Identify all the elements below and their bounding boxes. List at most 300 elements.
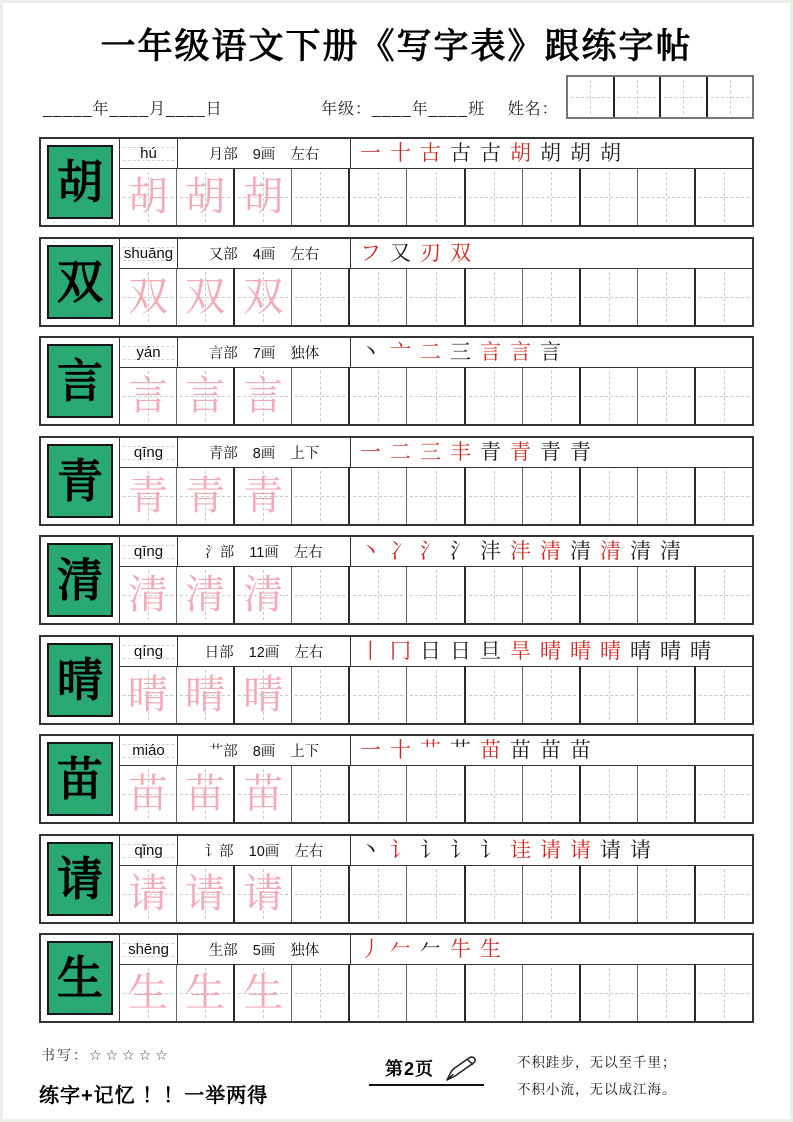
- footer: [39, 1045, 754, 1119]
- practice-cell: [638, 567, 696, 623]
- pinyin-cell: qīng: [120, 438, 178, 467]
- character-row: [39, 237, 754, 327]
- stroke-step: 请: [570, 838, 591, 862]
- stroke-step: 讠: [390, 838, 411, 862]
- stroke-step: 一: [360, 142, 381, 165]
- practice-cell: [292, 766, 350, 822]
- practice-cell: [638, 667, 696, 723]
- stroke-step: 请: [630, 838, 651, 862]
- stroke-step: 二: [420, 341, 441, 364]
- radical-info-cell: [178, 935, 351, 964]
- practice-trace-character: 青: [128, 473, 169, 518]
- character-row: [39, 734, 754, 824]
- practice-trace-character: 苗: [243, 772, 284, 816]
- practice-cell: [638, 866, 696, 922]
- stroke-step: 牛: [450, 938, 471, 961]
- practice-cell: [696, 169, 752, 225]
- practice-cell: [292, 965, 350, 1021]
- practice-grid: [120, 866, 752, 922]
- practice-cell: [638, 269, 696, 325]
- stroke-step: 沣: [480, 540, 501, 563]
- practice-cell: [177, 766, 235, 822]
- pinyin-cell: miáo: [120, 736, 178, 765]
- stroke-step: 旱: [510, 639, 531, 663]
- practice-cell: [466, 468, 523, 524]
- stroke-step: 言: [510, 341, 531, 364]
- stroke-step: 清: [660, 540, 681, 563]
- stroke-step: 丿: [360, 938, 381, 961]
- stroke-order-sequence: [351, 139, 752, 168]
- practice-cell: [696, 567, 752, 623]
- page-number-block: [369, 1053, 484, 1086]
- practice-cell: [696, 766, 752, 822]
- stroke-step: 青: [540, 440, 561, 464]
- practice-cell: [581, 368, 638, 424]
- pinyin-cell: shuāng: [120, 239, 178, 268]
- motto-quote: [517, 1049, 677, 1103]
- stroke-step: 丶: [360, 838, 381, 862]
- stroke-order-sequence: [351, 935, 752, 964]
- structure: 上下: [290, 445, 320, 462]
- stroke-step: 胡: [570, 142, 591, 165]
- practice-trace-character: 晴: [185, 672, 226, 717]
- name-writing-grid: [566, 75, 754, 119]
- practice-cell: [466, 667, 523, 723]
- practice-cell: [523, 269, 581, 325]
- stroke-step: 一: [360, 739, 381, 762]
- practice-grid: [120, 368, 752, 424]
- practice-cell: [177, 468, 235, 524]
- radical-info-cell: [178, 338, 351, 367]
- structure: 左右: [290, 246, 320, 263]
- stroke-step: 清: [600, 540, 621, 563]
- practice-cell: [696, 269, 752, 325]
- practice-trace-character: 请: [243, 871, 284, 916]
- practice-trace-character: 生: [243, 971, 284, 1015]
- practice-cell: [177, 567, 235, 623]
- practice-cell: [696, 965, 752, 1021]
- stroke-step: 晴: [570, 639, 591, 663]
- practice-cell: [523, 766, 581, 822]
- name-grid-cell: [568, 77, 615, 117]
- rating-label: 书写：: [41, 1047, 89, 1063]
- stroke-step: 清: [540, 540, 561, 563]
- pinyin-cell: yán: [120, 338, 178, 367]
- stroke-count: 8画: [252, 445, 276, 462]
- stroke-step: 讠: [450, 838, 471, 862]
- practice-cell: [523, 368, 581, 424]
- stroke-step: 诖: [510, 838, 531, 862]
- practice-cell: [235, 866, 292, 922]
- practice-trace-character: 言: [243, 374, 284, 418]
- practice-cell: [120, 169, 177, 225]
- character-box: 青: [47, 444, 113, 518]
- stroke-step: 古: [420, 142, 441, 165]
- practice-trace-character: 清: [243, 573, 284, 617]
- stroke-step: 古: [450, 142, 471, 165]
- practice-cell: [581, 766, 638, 822]
- practice-cell: [292, 468, 350, 524]
- practice-trace-character: 晴: [243, 672, 284, 717]
- practice-cell: [292, 866, 350, 922]
- stroke-step: 又: [390, 241, 411, 265]
- stroke-step: 日: [420, 639, 441, 663]
- practice-cell: [235, 965, 292, 1021]
- practice-cell: [292, 169, 350, 225]
- pinyin-cell: shēng: [120, 935, 178, 964]
- practice-cell: [523, 567, 581, 623]
- star-rating-icons: ☆☆☆☆☆: [89, 1048, 172, 1064]
- stroke-step: 三: [420, 440, 441, 464]
- practice-cell: [638, 965, 696, 1021]
- practice-trace-character: 请: [185, 871, 226, 916]
- quote-line-1: 不积跬步，无以至千里；: [517, 1055, 677, 1070]
- stroke-step: 讠: [480, 838, 501, 862]
- character-row: [39, 137, 754, 227]
- practice-cell: [350, 866, 407, 922]
- pinyin-cell: qīng: [120, 537, 178, 566]
- stroke-step: 晴: [690, 639, 711, 663]
- radical-info-cell: [178, 637, 351, 666]
- practice-trace-character: 清: [185, 573, 226, 617]
- stroke-step: 请: [540, 838, 561, 862]
- stroke-step: 旦: [480, 639, 501, 663]
- practice-cell: [235, 368, 292, 424]
- practice-cell: [235, 468, 292, 524]
- practice-cell: [120, 269, 177, 325]
- practice-cell: [638, 766, 696, 822]
- stroke-step: 清: [570, 540, 591, 563]
- practice-cell: [407, 766, 465, 822]
- stroke-step: 言: [540, 341, 561, 364]
- stroke-step: 讠: [420, 838, 441, 862]
- practice-cell: [292, 269, 350, 325]
- practice-cell: [581, 965, 638, 1021]
- pinyin-cell: qíng: [120, 637, 178, 666]
- practice-trace-character: 清: [128, 573, 169, 617]
- stroke-step: 请: [600, 838, 621, 862]
- stroke-step: 氵: [420, 540, 441, 563]
- stroke-step: 苗: [540, 739, 561, 762]
- stroke-order-sequence: [351, 438, 752, 467]
- radical: 讠部: [204, 843, 234, 860]
- character-box: 胡: [47, 145, 113, 219]
- practice-cell: [235, 667, 292, 723]
- character-box: 清: [47, 543, 113, 617]
- stroke-step: 三: [450, 341, 471, 364]
- practice-cell: [466, 965, 523, 1021]
- practice-cell: [581, 468, 638, 524]
- pinyin-cell: hú: [120, 139, 178, 168]
- character-box: 苗: [47, 742, 113, 816]
- stroke-step: 丨: [360, 639, 381, 663]
- practice-cell: [350, 965, 407, 1021]
- stroke-order-sequence: [351, 836, 752, 865]
- stroke-step: 冫: [390, 540, 411, 563]
- stroke-step: 胡: [540, 142, 561, 165]
- practice-cell: [638, 468, 696, 524]
- stroke-step: 清: [630, 540, 651, 563]
- structure: 左右: [290, 147, 320, 163]
- character-box: 请: [47, 842, 113, 916]
- stroke-step: 丰: [450, 440, 471, 464]
- practice-cell: [407, 368, 465, 424]
- radical-info-cell: [178, 537, 351, 566]
- stroke-step: 艹: [450, 739, 471, 762]
- radical: 日部: [204, 644, 234, 661]
- practice-cell: [177, 368, 235, 424]
- practice-trace-character: 胡: [243, 175, 284, 219]
- stroke-step: 刃: [420, 241, 441, 265]
- character-row: [39, 635, 754, 725]
- practice-cell: [120, 567, 177, 623]
- radical: 言部: [208, 346, 238, 362]
- practice-trace-character: 苗: [128, 772, 169, 816]
- stroke-step: 沣: [510, 540, 531, 563]
- structure: 左右: [293, 545, 323, 561]
- stroke-step: 亠: [390, 341, 411, 364]
- stroke-count: 7画: [252, 346, 276, 362]
- practice-cell: [638, 368, 696, 424]
- stroke-step: 二: [390, 440, 411, 464]
- stroke-step: 晴: [630, 639, 651, 663]
- practice-cell: [581, 169, 638, 225]
- worksheet-page: [3, 3, 790, 1119]
- character-row: [39, 436, 754, 526]
- structure: 左右: [294, 644, 324, 661]
- character-row: [39, 933, 754, 1023]
- character-rows: [39, 137, 754, 1023]
- stroke-step: 冂: [390, 639, 411, 663]
- stroke-step: 氵: [450, 540, 471, 563]
- practice-grid: [120, 766, 752, 822]
- structure: 左右: [294, 843, 324, 860]
- stroke-step: 青: [570, 440, 591, 464]
- practice-cell: [638, 169, 696, 225]
- stroke-step: 苗: [570, 739, 591, 762]
- practice-cell: [292, 567, 350, 623]
- radical-info-cell: [178, 836, 351, 865]
- practice-cell: [407, 269, 465, 325]
- radical: 氵部: [205, 545, 235, 561]
- practice-cell: [523, 965, 581, 1021]
- practice-cell: [235, 269, 292, 325]
- stroke-step: 胡: [510, 142, 531, 165]
- structure: 独体: [290, 943, 320, 959]
- practice-cell: [581, 866, 638, 922]
- practice-trace-character: 青: [243, 473, 284, 518]
- quote-line-2: 不积小流，无以成江海。: [517, 1082, 677, 1097]
- radical: 又部: [208, 246, 238, 263]
- practice-cell: [177, 269, 235, 325]
- stroke-count: 12画: [248, 644, 280, 661]
- stroke-order-sequence: [351, 637, 752, 666]
- practice-trace-character: 青: [185, 473, 226, 518]
- practice-grid: [120, 468, 752, 524]
- practice-cell: [350, 468, 407, 524]
- radical: 月部: [208, 147, 238, 163]
- practice-cell: [120, 468, 177, 524]
- structure: 独体: [290, 346, 320, 362]
- practice-trace-character: 请: [128, 871, 169, 916]
- practice-cell: [350, 169, 407, 225]
- practice-grid: [120, 965, 752, 1021]
- stroke-order-sequence: [351, 537, 752, 566]
- stroke-step: 晴: [600, 639, 621, 663]
- practice-cell: [407, 667, 465, 723]
- practice-cell: [523, 667, 581, 723]
- name-grid-cell: [708, 77, 753, 117]
- practice-cell: [523, 169, 581, 225]
- radical-info-cell: [178, 239, 351, 268]
- stroke-step: 一: [360, 440, 381, 464]
- practice-cell: [523, 866, 581, 922]
- practice-cell: [120, 667, 177, 723]
- practice-cell: [466, 866, 523, 922]
- character-row: [39, 834, 754, 924]
- practice-grid: [120, 667, 752, 723]
- stroke-step: 胡: [600, 142, 621, 165]
- practice-trace-character: 晴: [128, 672, 169, 717]
- practice-cell: [696, 468, 752, 524]
- stroke-step: フ: [360, 241, 381, 265]
- stroke-order-sequence: [351, 338, 752, 367]
- name-grid-cell: [661, 77, 708, 117]
- grade-name-blanks: 年级：____年____班 姓名：: [321, 101, 559, 118]
- radical: 青部: [208, 445, 238, 462]
- practice-trace-character: 言: [185, 374, 226, 418]
- stroke-step: 晴: [540, 639, 561, 663]
- practice-cell: [350, 667, 407, 723]
- stroke-step: 十: [390, 739, 411, 762]
- practice-cell: [407, 169, 465, 225]
- pen-icon: [442, 1053, 478, 1083]
- practice-cell: [235, 169, 292, 225]
- practice-cell: [581, 567, 638, 623]
- practice-cell: [696, 667, 752, 723]
- practice-cell: [177, 169, 235, 225]
- stroke-step: 晴: [660, 639, 681, 663]
- header: [39, 75, 754, 123]
- radical-info-cell: [178, 736, 351, 765]
- page-title: 一年级语文下册《写字表》跟练字帖: [100, 27, 693, 66]
- practice-grid: [120, 269, 752, 325]
- stroke-count: 5画: [252, 943, 276, 959]
- practice-cell: [350, 368, 407, 424]
- stroke-order-sequence: [351, 239, 752, 268]
- practice-trace-character: 生: [128, 971, 169, 1015]
- practice-cell: [696, 368, 752, 424]
- practice-cell: [120, 766, 177, 822]
- practice-cell: [407, 866, 465, 922]
- practice-cell: [466, 368, 523, 424]
- practice-cell: [696, 866, 752, 922]
- structure: 上下: [290, 744, 320, 760]
- character-row: [39, 535, 754, 625]
- practice-cell: [466, 567, 523, 623]
- practice-cell: [466, 169, 523, 225]
- stroke-step: 言: [480, 341, 501, 364]
- practice-cell: [466, 766, 523, 822]
- radical: 艹部: [208, 744, 238, 760]
- practice-trace-character: 言: [128, 374, 169, 418]
- practice-cell: [350, 766, 407, 822]
- practice-cell: [120, 965, 177, 1021]
- pinyin-cell: qǐng: [120, 836, 178, 865]
- stroke-step: 𠂉: [390, 938, 411, 961]
- practice-cell: [350, 269, 407, 325]
- stroke-order-sequence: [351, 736, 752, 765]
- radical-info-cell: [178, 438, 351, 467]
- stroke-step: 生: [480, 938, 501, 961]
- practice-trace-character: 双: [128, 274, 169, 319]
- practice-trace-character: 胡: [128, 175, 169, 219]
- practice-cell: [235, 766, 292, 822]
- stroke-count: 4画: [252, 246, 276, 263]
- stroke-step: 艹: [420, 739, 441, 762]
- stroke-count: 11画: [249, 545, 279, 561]
- stroke-step: 苗: [510, 739, 531, 762]
- stroke-count: 10画: [248, 843, 280, 860]
- practice-cell: [177, 866, 235, 922]
- practice-cell: [466, 269, 523, 325]
- practice-cell: [350, 567, 407, 623]
- date-blanks: _____年____月____日: [43, 101, 223, 118]
- stroke-step: 双: [450, 241, 471, 265]
- stroke-step: 丶: [360, 540, 381, 563]
- practice-cell: [177, 965, 235, 1021]
- practice-cell: [407, 965, 465, 1021]
- stroke-step: 日: [450, 639, 471, 663]
- stroke-step: 十: [390, 142, 411, 165]
- stroke-step: 古: [480, 142, 501, 165]
- practice-cell: [120, 866, 177, 922]
- practice-cell: [292, 368, 350, 424]
- stroke-step: 青: [480, 440, 501, 464]
- character-box: 晴: [47, 643, 113, 717]
- stroke-step: 𠂉: [420, 938, 441, 961]
- practice-cell: [292, 667, 350, 723]
- practice-trace-character: 生: [185, 971, 226, 1015]
- practice-cell: [523, 468, 581, 524]
- practice-trace-character: 胡: [185, 175, 226, 219]
- slogan: 练字+记忆 ！！一举两得: [39, 1085, 269, 1107]
- stroke-step: 丶: [360, 341, 381, 364]
- character-row: [39, 336, 754, 426]
- practice-cell: [581, 269, 638, 325]
- stroke-step: 苗: [480, 739, 501, 762]
- practice-trace-character: 双: [185, 274, 226, 319]
- stroke-count: 8画: [252, 744, 276, 760]
- practice-cell: [235, 567, 292, 623]
- page-number: 第2页: [385, 1059, 435, 1079]
- stroke-count: 9画: [252, 147, 276, 163]
- practice-cell: [407, 567, 465, 623]
- radical-info-cell: [178, 139, 351, 168]
- practice-cell: [581, 667, 638, 723]
- stroke-step: 青: [510, 440, 531, 464]
- radical: 生部: [208, 943, 238, 959]
- practice-grid: [120, 169, 752, 225]
- name-grid-cell: [615, 77, 662, 117]
- practice-trace-character: 苗: [185, 772, 226, 816]
- practice-trace-character: 双: [243, 274, 284, 319]
- character-box: 双: [47, 245, 113, 319]
- practice-cell: [177, 667, 235, 723]
- character-box: 言: [47, 344, 113, 418]
- practice-cell: [407, 468, 465, 524]
- character-box: 生: [47, 941, 113, 1015]
